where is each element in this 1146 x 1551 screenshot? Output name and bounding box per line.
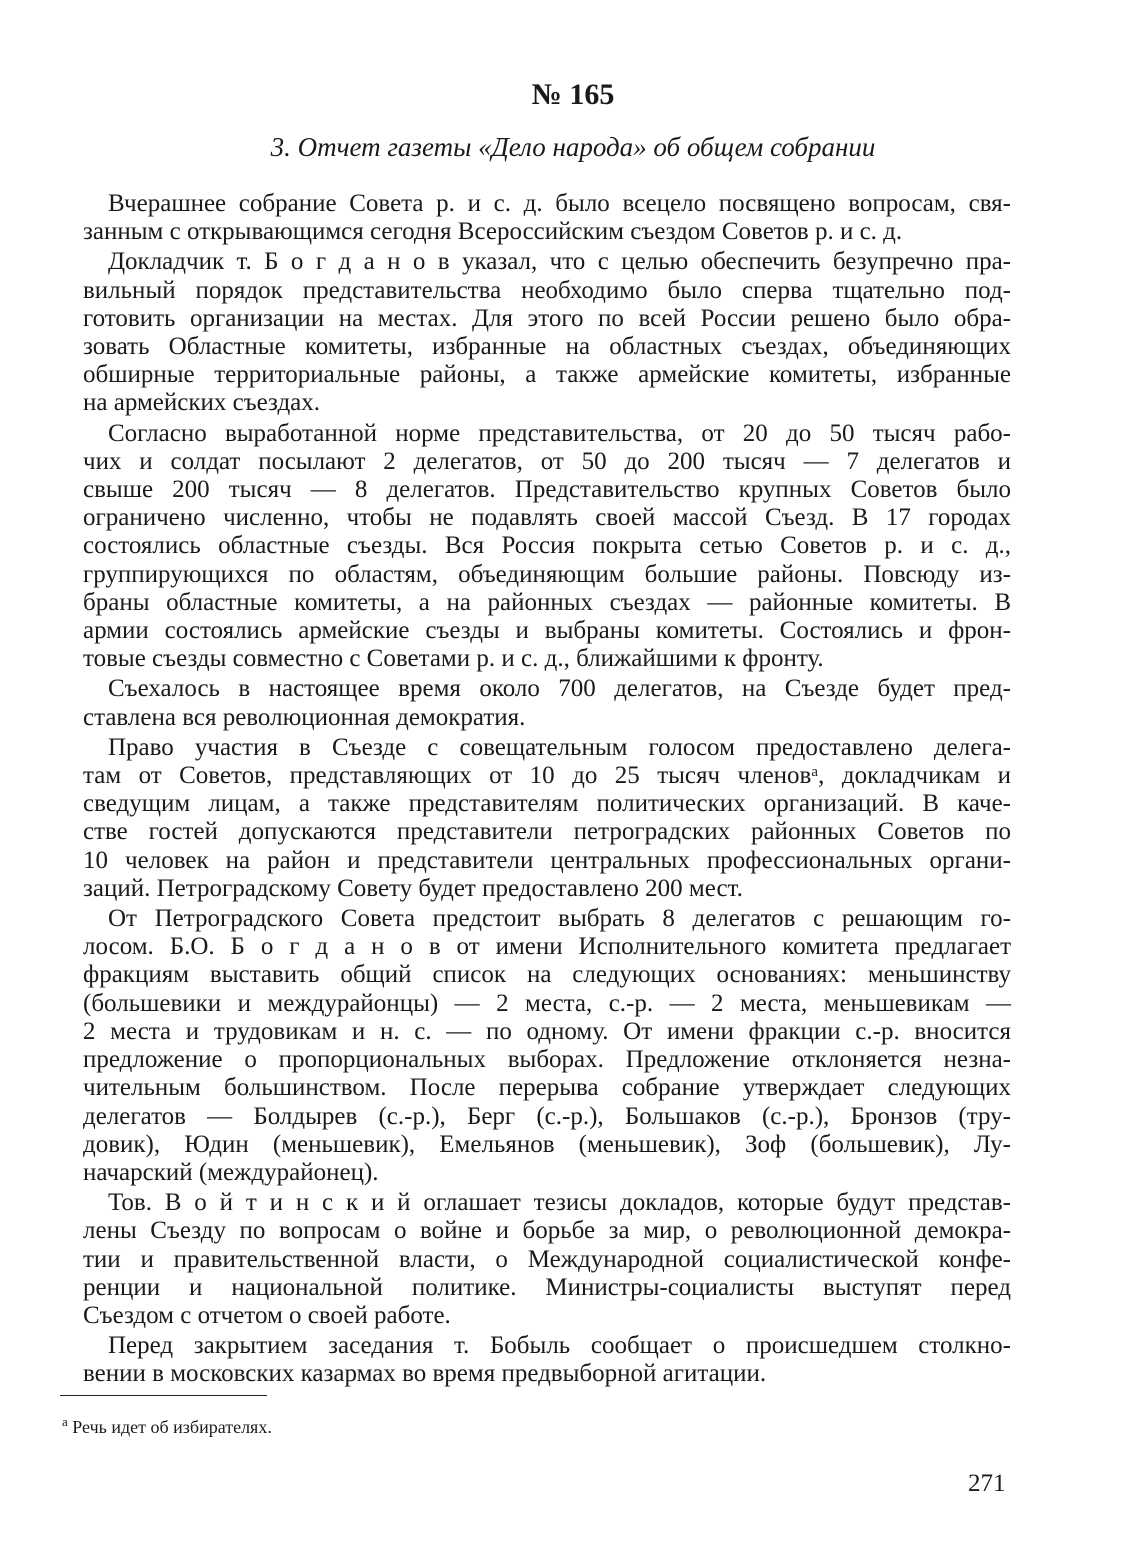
text-line: лосом. Б.О. Б о г д а н о в от имени Исполнительного комитета предлагает — [83, 933, 1011, 961]
paragraph — [83, 420, 1011, 674]
text-line: свыше 200 тысяч — 8 делегатов. Представительство крупных Советов было — [83, 476, 1011, 504]
text-line: состоялись областные съезды. Вся Россия покрыта сетью Советов р. и с. д., — [83, 532, 1011, 560]
text-line: 2 места и трудовикам и н. с. — по одному. От имени фракции с.-р. вносится — [83, 1017, 1011, 1045]
document-number: № 165 — [531, 78, 615, 111]
paragraph — [83, 248, 1011, 417]
text-line: занным с открывающимся сегодня Всероссийским съездом Советов р. и с. д. — [83, 218, 903, 246]
paragraph — [83, 1332, 1011, 1388]
text-line: тии и правительственной власти, о Международной социалистической конфе- — [83, 1245, 1011, 1273]
text-line: товые съезды совместно с Советами р. и с. д., ближайшими к фронту. — [83, 645, 824, 673]
text-line: заций. Петроградскому Совету будет предоставлено 200 мест. — [83, 874, 743, 902]
text-line: Право участия в Съезде с совещательным голосом предоставлено делега- — [108, 733, 1011, 761]
text-line: Съездом с отчетом о своей работе. — [83, 1301, 451, 1329]
text-line: предложение о пропорциональных выборах. Предложение отклоняется незна- — [83, 1046, 1011, 1074]
text-line: армии состоялись армейские съезды и выбраны комитеты. Состоялись и фрон- — [83, 617, 1011, 645]
text-line: группирующихся по областям, объединяющим большие районы. Повсюду из- — [83, 560, 1011, 588]
footnote-text: Речь идет об избирателях. — [72, 1417, 272, 1437]
text-line: обширные территориальные районы, а также армейские комитеты, избранные — [83, 361, 1011, 389]
text-line: лены Съезду по вопросам о войне и борьбе за мир, о революционной демокра- — [83, 1217, 1011, 1245]
text-line: делегатов — Болдырев (с.-р.), Берг (с.-р.), Большаков (с.-р.), Бронзов (тру- — [83, 1102, 1011, 1130]
text-line: начарский (междурайонец). — [83, 1158, 379, 1186]
text-line: Согласно выработанной норме представительства, от 20 до 50 тысяч рабо- — [108, 419, 1011, 447]
text-line: сведущим лицам, а также представителям политических организаций. В каче- — [83, 790, 1011, 818]
text-line: ренции и национальной политике. Министры-социалисты выступят перед — [83, 1273, 1011, 1301]
text-line: довик), Юдин (меньшевик), Емельянов (меньшевик), Зоф (большевик), Лу- — [83, 1130, 1011, 1158]
text-line: вильный порядок представительства необходимо было сперва тщательно под- — [83, 276, 1011, 304]
text-line: фракциям выставить общий список на следующих основаниях: меньшинству — [83, 961, 1011, 989]
paragraph — [83, 734, 1011, 903]
text-line: на армейских съездах. — [83, 389, 321, 417]
document-body — [83, 190, 1011, 1391]
paragraph — [83, 1189, 1011, 1330]
text-line: ставлена вся революционная демократия. — [83, 703, 526, 731]
text-line: там от Советов, представляющих от 10 до 25 тысяч членовᵃ, докладчикам и — [83, 762, 1011, 790]
paragraph — [83, 905, 1011, 1187]
text-line: зовать Областные комитеты, избранные на областных съездах, объединяющих — [83, 333, 1011, 361]
paragraph — [83, 190, 1011, 246]
text-line: 10 человек на район и представители центральных профессиональных органи- — [83, 846, 1011, 874]
text-line: От Петроградского Совета предстоит выбрать 8 делегатов с решающим го- — [108, 905, 1011, 933]
page-number: 271 — [968, 1470, 1006, 1497]
paragraph — [83, 675, 1011, 731]
text-line: чих и солдат посылают 2 делегатов, от 50 до 200 тысяч — 7 делегатов и — [83, 447, 1011, 475]
footnote — [62, 1414, 272, 1438]
text-line: Тов. В о й т и н с к и й оглашает тезисы докладов, которые будут представ- — [108, 1189, 1011, 1217]
text-line: браны областные комитеты, а на районных съездах — районные комитеты. В — [83, 588, 1011, 616]
text-line: ограничено численно, чтобы не подавлять своей массой Съезд. В 17 городах — [83, 504, 1011, 532]
document-subtitle: 3. Отчет газеты «Дело народа» об общем собрании — [270, 132, 876, 162]
text-line: Съехалось в настоящее время около 700 делегатов, на Съезде будет пред- — [108, 675, 1011, 703]
footnote-marker: а — [62, 1414, 68, 1429]
text-line: (большевики и междурайонцы) — 2 места, с.-р. — 2 места, меньшевикам — — [83, 989, 1011, 1017]
text-line: стве гостей допускаются представители петроградских районных Советов по — [83, 818, 1011, 846]
text-line: вении в московских казармах во время предвыборной агитации. — [83, 1360, 767, 1388]
text-line: готовить организации на местах. Для этого по всей России решено было обра- — [83, 304, 1011, 332]
text-line: чительным большинством. После перерыва собрание утверждает следующих — [83, 1074, 1011, 1102]
footnote-divider — [60, 1395, 267, 1396]
text-line: Перед закрытием заседания т. Бобыль сообщает о происшедшем столкно- — [108, 1332, 1011, 1360]
text-line: Вчерашнее собрание Совета р. и с. д. было всецело посвящено вопросам, свя- — [108, 190, 1011, 217]
text-line: Докладчик т. Б о г д а н о в указал, что с целью обеспечить безупречно пра- — [108, 248, 1011, 276]
